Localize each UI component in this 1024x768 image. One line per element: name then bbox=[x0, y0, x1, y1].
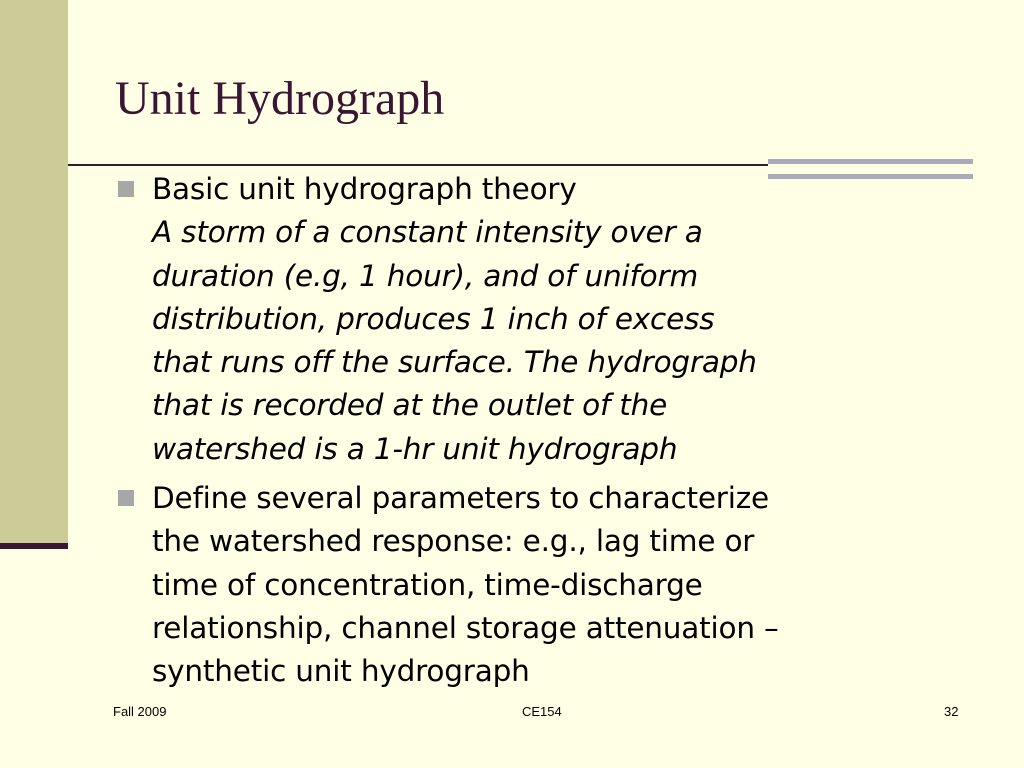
footer-course: CE154 bbox=[522, 704, 562, 719]
title-rule bbox=[68, 164, 768, 166]
bullet-text-line: that is recorded at the outlet of the bbox=[152, 388, 668, 423]
bullet-text-line: watershed is a 1-hr unit hydrograph bbox=[152, 431, 678, 466]
bullet-text-line: distribution, produces 1 inch of excess bbox=[152, 301, 715, 336]
bullet-text-line: relationship, channel storage attenuation – bbox=[152, 610, 779, 645]
bullet-list bbox=[116, 168, 986, 694]
slide-title: Unit Hydrograph bbox=[115, 72, 445, 125]
square-bullet-icon bbox=[118, 490, 134, 506]
accent-bar-top bbox=[768, 159, 973, 164]
bullet-item-theory bbox=[116, 168, 986, 471]
bullet-text-line: that runs off the surface. The hydrograph bbox=[152, 345, 757, 380]
footer-date: Fall 2009 bbox=[113, 704, 167, 719]
bullet-text-line: the watershed response: e.g., lag time or bbox=[152, 524, 755, 559]
side-rule bbox=[0, 543, 68, 549]
bullet-text-line: Define several parameters to characterize bbox=[152, 481, 769, 516]
slide-number: 32 bbox=[944, 704, 959, 719]
bullet-heading: Basic unit hydrograph theory bbox=[152, 172, 577, 206]
bullet-text-line: synthetic unit hydrograph bbox=[152, 654, 530, 689]
bullet-text-line: time of concentration, time-discharge bbox=[152, 567, 703, 602]
bullet-text-line: A storm of a constant intensity over a bbox=[152, 215, 703, 250]
bullet-item-parameters bbox=[116, 477, 986, 693]
bullet-text-line: duration (e.g, 1 hour), and of uniform bbox=[152, 258, 698, 293]
side-band bbox=[0, 0, 68, 543]
square-bullet-icon bbox=[118, 181, 134, 197]
